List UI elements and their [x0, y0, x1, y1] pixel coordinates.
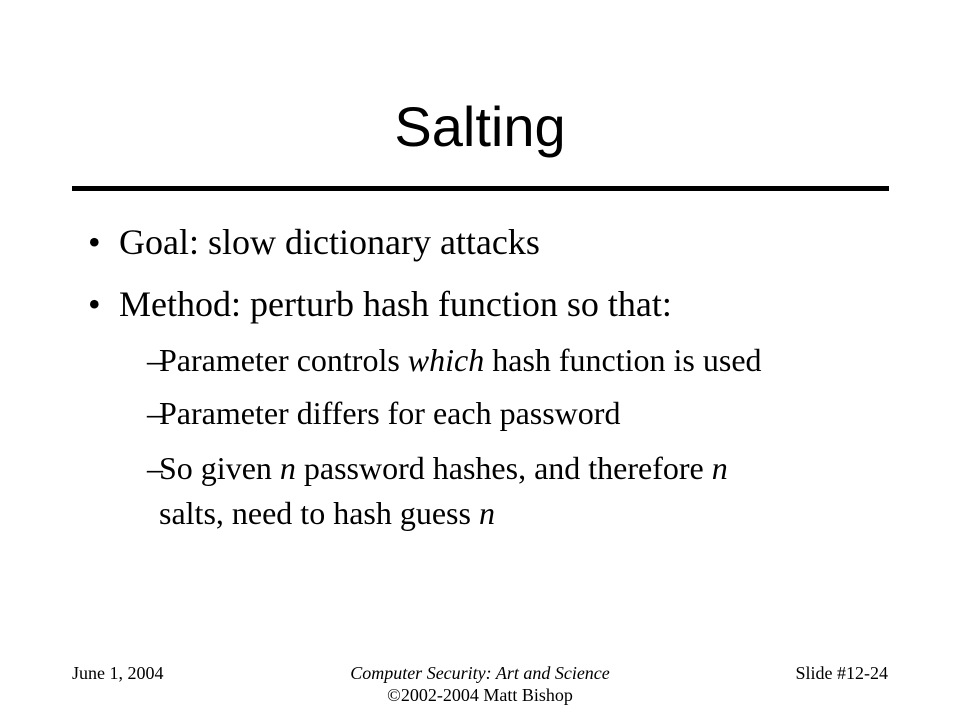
sub-bullet-parameter-controls [147, 340, 762, 380]
bullet-marker: • [88, 222, 101, 262]
footer-course: Computer Security: Art and Science [350, 663, 610, 683]
sub-bullet-emphasis: n [711, 450, 728, 486]
bullet-marker: • [88, 284, 101, 324]
bullet-text: Method: perturb hash function so that: [119, 284, 672, 324]
sub-bullet-parameter-differs [147, 393, 620, 433]
sub-bullet-text: salts, need to hash guess [159, 495, 479, 531]
sub-bullet-so-given-continuation [159, 493, 495, 533]
sub-bullet-emphasis: n [478, 495, 495, 531]
bullet-text: Goal: slow dictionary attacks [119, 222, 540, 262]
sub-bullet-text: hash function is used [484, 342, 762, 378]
footer-date: June 1, 2004 [72, 663, 164, 683]
sub-bullet-marker: – [147, 395, 163, 431]
slide-title: Salting [394, 95, 566, 158]
sub-bullet-emphasis: which [407, 342, 485, 378]
sub-bullet-text: Parameter differs for each password [159, 395, 621, 431]
title-divider [72, 186, 889, 191]
sub-bullet-emphasis: n [279, 450, 296, 486]
sub-bullet-so-given [147, 448, 728, 488]
bullet-goal [88, 220, 540, 264]
footer-slide-number: Slide #12-24 [795, 663, 888, 683]
bullet-method [88, 282, 672, 326]
footer-copyright: ©2002-2004 Matt Bishop [387, 685, 573, 705]
sub-bullet-text: Parameter controls [159, 342, 408, 378]
sub-bullet-marker: – [147, 342, 163, 378]
sub-bullet-marker: – [147, 450, 163, 486]
sub-bullet-text: password hashes, and therefore [295, 450, 712, 486]
sub-bullet-text: So given [159, 450, 280, 486]
